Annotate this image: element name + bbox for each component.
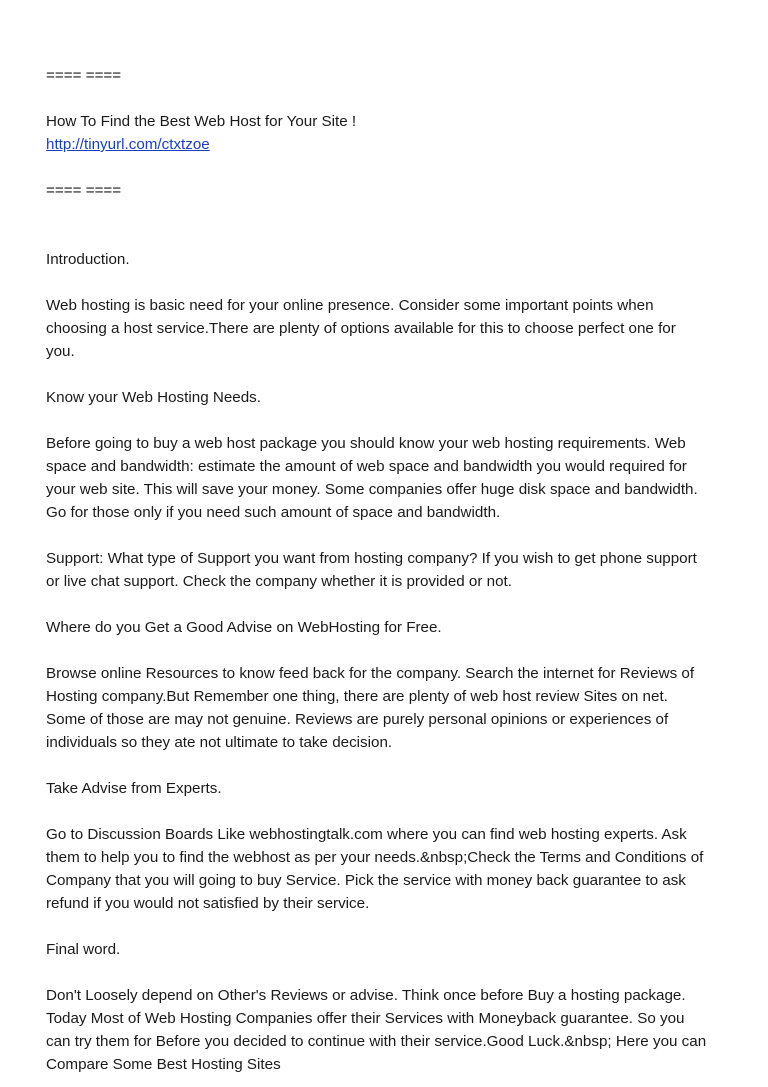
spacer (46, 800, 736, 823)
document-body (46, 64, 736, 1076)
paragraph-line: Browse online Resources to know feed back for the company. Search the internet for Reviews of (46, 665, 695, 682)
experts-heading: Take Advise from Experts. (46, 780, 222, 797)
paragraph-line: Company that you will going to buy Service. Pick the service with money back guarantee to ask (46, 872, 686, 889)
paragraph-line: Go to Discussion Boards Like webhostingtalk.com where you can find web hosting experts. Ask (46, 826, 687, 843)
paragraph-line: Don't Loosely depend on Other's Reviews or advise. Think once before Buy a hosting package. (46, 987, 686, 1004)
spacer (46, 754, 736, 777)
paragraph-line: Compare Some Best Hosting Sites (46, 1056, 281, 1073)
spacer (46, 409, 736, 432)
paragraph-line: Today Most of Web Hosting Companies offer their Services with Moneyback guarantee. So you (46, 1010, 685, 1027)
paragraph-line: or live chat support. Check the company whether it is provided or not. (46, 573, 512, 590)
intro-heading: Introduction. (46, 251, 130, 268)
paragraph-line: them to help you to find the webhost as per your needs.&nbsp;Check the Terms and Conditions of (46, 849, 704, 866)
paragraph-line: Hosting company.But Remember one thing, there are plenty of web host review Sites on net. (46, 688, 668, 705)
support-paragraph (46, 547, 736, 593)
paragraph-line: Web hosting is basic need for your online presence. Consider some important points when (46, 297, 654, 314)
intro-paragraph (46, 294, 736, 363)
spacer (46, 156, 736, 179)
spacer (46, 202, 736, 248)
advise-heading: Where do you Get a Good Advise on WebHosting for Free. (46, 619, 442, 636)
spacer (46, 271, 736, 294)
paragraph-line: can try them for Before you decided to continue with their service.Good Luck.&nbsp; Here you can (46, 1033, 707, 1050)
paragraph-line: Support: What type of Support you want from hosting company? If you wish to get phone support (46, 550, 697, 567)
paragraph-line: your web site. This will save your money. Some companies offer huge disk space and bandwidth. (46, 481, 698, 498)
paragraph-line: individuals so they ate not ultimate to take decision. (46, 734, 393, 751)
final-heading: Final word. (46, 941, 121, 958)
experts-paragraph (46, 823, 736, 915)
divider-bottom: ==== ==== (46, 182, 122, 199)
source-link[interactable]: http://tinyurl.com/ctxtzoe (46, 136, 210, 153)
paragraph-line: choosing a host service.There are plenty of options available for this to choose perfect one for (46, 320, 676, 337)
final-paragraph (46, 984, 736, 1076)
paragraph-line: Some of those are may not genuine. Reviews are purely personal opinions or experiences of (46, 711, 669, 728)
spacer (46, 961, 736, 984)
spacer (46, 593, 736, 616)
divider-top: ==== ==== (46, 67, 122, 84)
needs-paragraph (46, 432, 736, 524)
paragraph-line: you. (46, 343, 75, 360)
document-title: How To Find the Best Web Host for Your Site ! (46, 113, 357, 130)
needs-heading: Know your Web Hosting Needs. (46, 389, 261, 406)
paragraph-line: space and bandwidth: estimate the amount of web space and bandwidth you would required for (46, 458, 687, 475)
advise-paragraph (46, 662, 736, 754)
spacer (46, 639, 736, 662)
spacer (46, 524, 736, 547)
spacer (46, 363, 736, 386)
spacer (46, 915, 736, 938)
paragraph-line: refund if you would not satisfied by their service. (46, 895, 370, 912)
paragraph-line: Go for those only if you need such amount of space and bandwidth. (46, 504, 501, 521)
paragraph-line: Before going to buy a web host package you should know your web hosting requirements. Web (46, 435, 686, 452)
spacer (46, 87, 736, 110)
